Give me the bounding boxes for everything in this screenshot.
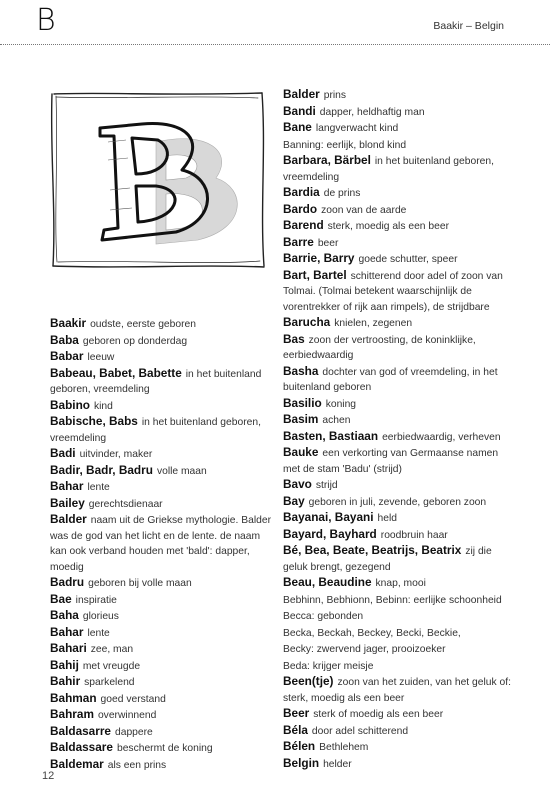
entry-name: Bahari bbox=[50, 641, 87, 655]
running-head: Baakir – Belgin bbox=[433, 20, 504, 32]
entry-name: Babische, Babs bbox=[50, 414, 138, 428]
entry-meaning: schitterend door adel of zoon van Tolmai. (Tolmai betekent waarschijnlijk de vorentrekker of rijk aan rimpels), de strijdbare bbox=[283, 270, 503, 313]
dictionary-entry bbox=[50, 691, 275, 708]
entry-name: Barre bbox=[283, 234, 314, 249]
dictionary-entry bbox=[50, 707, 275, 724]
entry-meaning: in het buitenland geboren, vreemdeling bbox=[50, 417, 261, 444]
entry-meaning: dochter van god of vreemdeling, in het buitenland geboren bbox=[283, 366, 498, 393]
entry-name: Badru bbox=[50, 575, 85, 589]
dictionary-entry bbox=[283, 445, 513, 477]
entry-name: Basim bbox=[283, 412, 319, 426]
dictionary-entry bbox=[50, 641, 275, 658]
entry-meaning: volle maan bbox=[156, 465, 207, 477]
dictionary-entry bbox=[50, 724, 275, 741]
entry-meaning: prins bbox=[323, 90, 347, 101]
dictionary-entry bbox=[283, 202, 513, 219]
entry-meaning: geboren in juli, zevende, geboren zoon bbox=[308, 496, 487, 508]
dictionary-entry bbox=[283, 477, 513, 494]
entry-meaning: achen bbox=[322, 415, 351, 426]
entry-meaning: Bebhinn, Bebhionn, Bebinn: eerlijke schoonheid bbox=[283, 594, 502, 606]
entry-meaning: roodbruin haar bbox=[380, 529, 448, 541]
entry-name: Bayard, Bayhard bbox=[283, 526, 377, 541]
entry-meaning: dapper, heldhaftig man bbox=[319, 106, 425, 118]
entry-name: Belgin bbox=[283, 755, 320, 770]
entry-meaning: langverwacht kind bbox=[315, 123, 399, 134]
entry-name: Bardo bbox=[283, 201, 318, 216]
entry-meaning: sterk of moedig als een beer bbox=[313, 709, 444, 720]
entry-name: Bandi bbox=[283, 103, 316, 118]
dictionary-entry bbox=[50, 398, 275, 415]
entry-name: Baldassare bbox=[50, 740, 113, 754]
dictionary-entry bbox=[283, 153, 513, 185]
entry-meaning: sparkelend bbox=[84, 677, 135, 688]
entry-name: Badir, Badr, Badru bbox=[50, 462, 153, 477]
dictionary-entry bbox=[50, 496, 275, 513]
entry-name: Bane bbox=[283, 120, 312, 134]
dictionary-entry bbox=[283, 575, 513, 592]
entry-name: Bas bbox=[283, 331, 305, 346]
dictionary-entry bbox=[283, 527, 513, 544]
dictionary-entry bbox=[283, 429, 513, 446]
entry-meaning: beer bbox=[317, 237, 339, 249]
dictionary-entry bbox=[50, 446, 275, 463]
entry-name: Barucha bbox=[283, 315, 331, 329]
dictionary-entry bbox=[283, 674, 513, 706]
entry-meaning: Beda: krijger meisje bbox=[283, 660, 374, 672]
entry-name: Bauke bbox=[283, 445, 319, 459]
entry-meaning: uitvinder, maker bbox=[79, 449, 153, 460]
dictionary-entry bbox=[283, 625, 513, 642]
entry-name: Bart, Bartel bbox=[283, 267, 347, 282]
entry-name: Bahar bbox=[50, 479, 84, 493]
entry-meaning: als een prins bbox=[107, 759, 167, 771]
entry-name: Bahman bbox=[50, 690, 97, 705]
dictionary-entry bbox=[50, 575, 275, 592]
entry-name: Baldemar bbox=[50, 756, 104, 771]
entry-name: Bé, Bea, Beate, Beatrijs, Beatrix bbox=[283, 543, 462, 557]
entry-meaning: Bethlehem bbox=[319, 742, 369, 753]
entry-name: Barend bbox=[283, 218, 324, 232]
entry-name: Babeau, Babet, Babette bbox=[50, 365, 182, 380]
entry-meaning: held bbox=[377, 513, 397, 524]
entry-name: Bahij bbox=[50, 657, 79, 672]
dictionary-entry bbox=[283, 706, 513, 723]
entry-name: Béla bbox=[283, 722, 308, 737]
entry-meaning: glorieus bbox=[82, 611, 119, 622]
entry-meaning: met vreugde bbox=[82, 660, 141, 672]
entry-name: Bailey bbox=[50, 495, 85, 510]
entry-meaning: lente bbox=[87, 482, 110, 493]
entry-meaning: inspiratie bbox=[75, 594, 117, 606]
dictionary-entry bbox=[283, 87, 513, 104]
entry-meaning: koning bbox=[325, 398, 357, 410]
dictionary-entry bbox=[50, 463, 275, 480]
entry-meaning: in het buitenland geboren, vreemdeling bbox=[283, 156, 494, 183]
entry-name: Beer bbox=[283, 706, 310, 720]
dictionary-entry bbox=[50, 366, 275, 398]
dictionary-entry bbox=[283, 251, 513, 268]
dictionary-entry bbox=[283, 608, 513, 625]
entry-meaning: geboren op donderdag bbox=[82, 335, 188, 347]
dictionary-entry bbox=[283, 120, 513, 137]
dictionary-entry bbox=[283, 104, 513, 121]
right-column bbox=[283, 87, 513, 772]
dictionary-entry bbox=[283, 641, 513, 658]
entry-meaning: Becka, Beckah, Beckey, Becki, Beckie, bbox=[283, 627, 461, 639]
dictionary-entry bbox=[283, 543, 513, 575]
entry-name: Bahram bbox=[50, 707, 94, 721]
dictionary-entry bbox=[283, 332, 513, 364]
entry-meaning: kind bbox=[93, 400, 113, 412]
dictionary-entry bbox=[50, 333, 275, 350]
entry-name: Basten, Bastiaan bbox=[283, 428, 379, 443]
dictionary-entry bbox=[283, 756, 513, 773]
entry-name: Baha bbox=[50, 608, 79, 622]
entry-meaning: zij die geluk brengt, gezegend bbox=[283, 546, 492, 573]
entry-name: Basha bbox=[283, 363, 319, 378]
dictionary-entry bbox=[50, 740, 275, 757]
entry-name: Babar bbox=[50, 349, 84, 363]
entry-meaning: de prins bbox=[323, 188, 361, 199]
dictionary-entry bbox=[283, 412, 513, 429]
entry-name: Balder bbox=[283, 87, 320, 101]
entry-name: Baakir bbox=[50, 316, 87, 330]
entry-name: Barrie, Barry bbox=[283, 251, 355, 265]
entry-name: Bae bbox=[50, 591, 72, 606]
entry-meaning: knap, mooi bbox=[375, 578, 426, 589]
entry-name: Bélen bbox=[283, 739, 316, 753]
entry-meaning: helder bbox=[323, 758, 352, 770]
dictionary-entry bbox=[283, 235, 513, 252]
entry-meaning: strijd bbox=[315, 480, 338, 491]
entry-meaning: Banning: eerlijk, blond kind bbox=[283, 139, 407, 151]
entry-meaning: goede schutter, speer bbox=[358, 254, 458, 265]
entry-meaning: leeuw bbox=[87, 352, 115, 363]
dictionary-entry bbox=[283, 137, 513, 154]
dictionary-entry bbox=[283, 494, 513, 511]
entry-name: Barbara, Bärbel bbox=[283, 153, 371, 167]
dictionary-entry bbox=[283, 658, 513, 675]
entry-meaning: sterk, moedig als een beer bbox=[327, 221, 449, 232]
entry-name: Badi bbox=[50, 446, 76, 460]
dictionary-entry bbox=[50, 592, 275, 609]
dictionary-entry bbox=[283, 592, 513, 609]
letter-b-illustration bbox=[48, 90, 268, 270]
entry-name: Bavo bbox=[283, 477, 312, 491]
entry-meaning: zoon der vertroosting, de koninklijke, eerbiedwaardig bbox=[283, 334, 476, 361]
entry-meaning: eerbiedwaardig, verheven bbox=[382, 431, 501, 443]
entry-meaning: geboren bij volle maan bbox=[88, 578, 192, 589]
dictionary-entry bbox=[283, 185, 513, 202]
entry-meaning: zee, man bbox=[90, 644, 134, 655]
entry-meaning: Becky: zwervend jager, prooizoeker bbox=[283, 644, 446, 655]
entry-meaning: goed verstand bbox=[100, 693, 166, 705]
entry-meaning: naam uit de Griekse mythologie. Balder was de god van het licht en de lente. de naam kan ook verband houden met 'bald': dapper, moedig bbox=[50, 515, 272, 573]
dictionary-entry bbox=[283, 723, 513, 740]
dictionary-entry bbox=[50, 757, 275, 774]
entry-name: Basilio bbox=[283, 395, 322, 410]
entry-meaning: gerechtsdienaar bbox=[88, 498, 163, 510]
entry-name: Bardia bbox=[283, 185, 320, 199]
section-letter: B bbox=[36, 3, 56, 38]
entry-meaning: lente bbox=[87, 627, 110, 639]
dictionary-entry bbox=[50, 316, 275, 333]
dictionary-entry bbox=[50, 414, 275, 446]
dictionary-entry bbox=[50, 658, 275, 675]
entry-name: Bahir bbox=[50, 674, 81, 688]
entry-meaning: in het buitenland geboren, vreemdeling bbox=[50, 368, 262, 395]
dictionary-entry bbox=[50, 625, 275, 642]
entry-name: Baba bbox=[50, 332, 79, 347]
dictionary-entry bbox=[283, 396, 513, 413]
entry-name: Bay bbox=[283, 493, 305, 508]
entry-meaning: zoon van het zuiden, van het geluk of: sterk, moedig als een beer bbox=[283, 677, 511, 704]
entry-meaning: Becca: gebonden bbox=[283, 611, 364, 622]
entry-name: Balder bbox=[50, 512, 87, 526]
entry-meaning: overwinnend bbox=[97, 710, 157, 721]
dictionary-entry bbox=[283, 268, 513, 316]
entry-meaning: beschermt de koning bbox=[116, 743, 213, 754]
entry-name: Bahar bbox=[50, 624, 84, 639]
dictionary-entry bbox=[50, 512, 275, 575]
dictionary-entry bbox=[50, 349, 275, 366]
dictionary-entry bbox=[283, 364, 513, 396]
entry-meaning: zoon van de aarde bbox=[321, 204, 407, 216]
entry-name: Been(tje) bbox=[283, 674, 334, 688]
dictionary-entry bbox=[50, 479, 275, 496]
dictionary-entry bbox=[283, 739, 513, 756]
entry-name: Baldasarre bbox=[50, 723, 111, 738]
dictionary-entry bbox=[283, 510, 513, 527]
entry-meaning: dappere bbox=[115, 726, 153, 738]
dictionary-entry bbox=[283, 315, 513, 332]
header-divider bbox=[0, 44, 550, 45]
dictionary-entry bbox=[283, 218, 513, 235]
left-column bbox=[50, 316, 275, 773]
page-number: 12 bbox=[42, 770, 55, 782]
dictionary-entry bbox=[50, 608, 275, 625]
entry-meaning: een verkorting van Germaanse namen met de stam 'Badu' (strijd) bbox=[283, 448, 499, 475]
entry-meaning: door adel schitterend bbox=[311, 725, 409, 737]
dictionary-entry bbox=[50, 674, 275, 691]
entry-name: Beau, Beaudine bbox=[283, 575, 372, 589]
entry-name: Bayanai, Bayani bbox=[283, 510, 374, 524]
entry-name: Babino bbox=[50, 397, 90, 412]
entry-meaning: oudste, eerste geboren bbox=[90, 319, 196, 330]
entry-meaning: knielen, zegenen bbox=[334, 318, 413, 329]
